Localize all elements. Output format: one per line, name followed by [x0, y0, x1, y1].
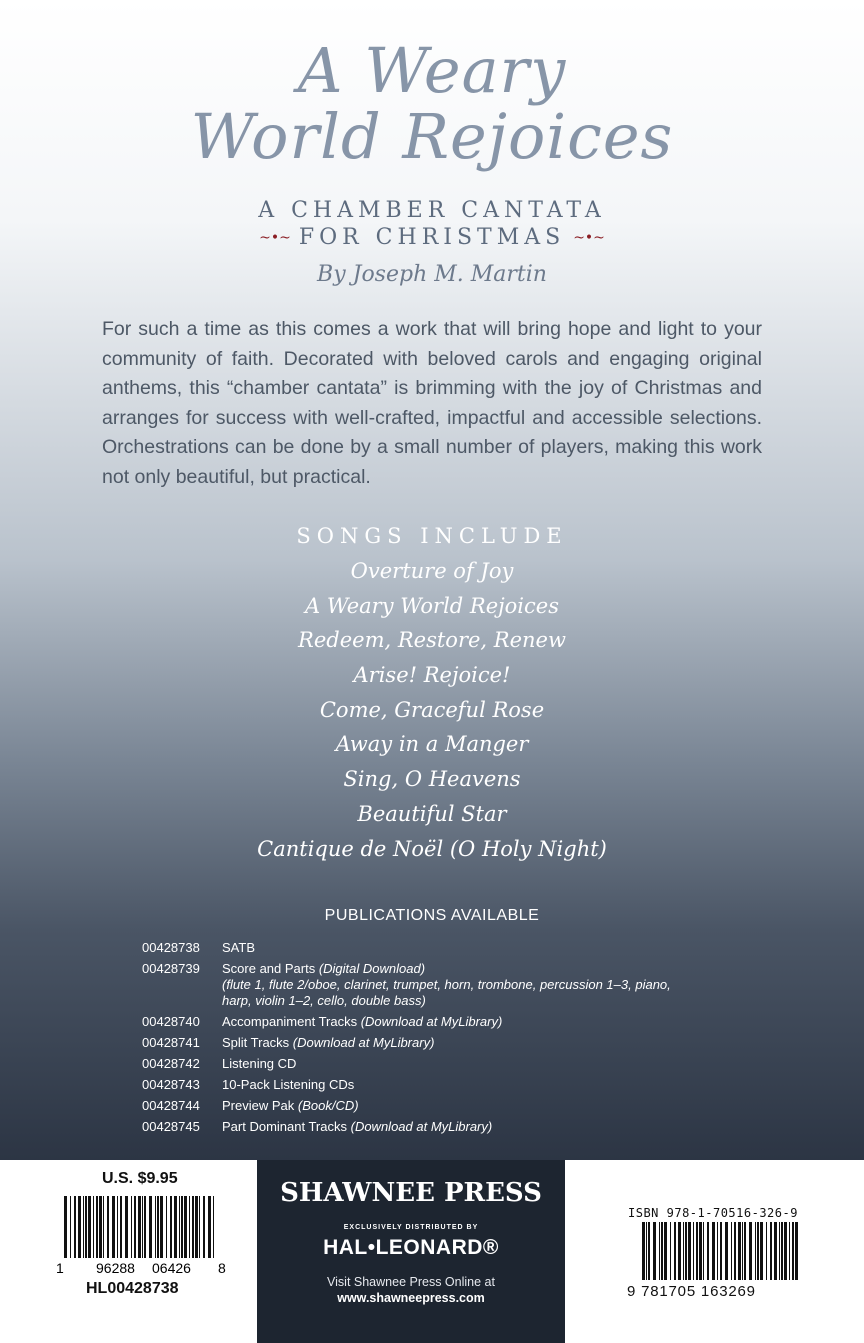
barcode-bar — [64, 1196, 67, 1258]
barcode-bar — [744, 1222, 746, 1280]
publication-title: Accompaniment Tracks — [222, 1014, 361, 1029]
publication-name — [222, 940, 702, 961]
publication-title: Split Tracks — [222, 1035, 293, 1050]
barcode-bar — [170, 1196, 172, 1258]
publication-name — [222, 1056, 702, 1077]
upc-right-digits: 06426 — [152, 1260, 191, 1274]
barcode-bar — [142, 1196, 143, 1258]
author: By Joseph M. Martin — [317, 262, 547, 287]
barcode-bar — [696, 1222, 698, 1280]
barcode-bar — [155, 1196, 156, 1258]
barcode-bar — [678, 1222, 681, 1280]
publication-detail: (flute 1, flute 2/oboe, clarinet, trumpet, horn, trombone, percussion 1–3, piano, harp, violin 1–2, cello, double bass) — [222, 977, 671, 1008]
barcode-bar — [742, 1222, 743, 1280]
songs-heading: SONGS INCLUDE — [296, 524, 568, 548]
upc-left-digits: 96288 — [96, 1260, 135, 1274]
upc-last-digit: 8 — [218, 1260, 226, 1274]
barcode-bar — [703, 1222, 704, 1280]
barcode-bar — [192, 1196, 194, 1258]
publication-name — [222, 1035, 702, 1056]
barcode-bar — [179, 1196, 180, 1258]
barcode-bar — [107, 1196, 109, 1258]
subtitle-line-2 — [0, 225, 864, 250]
barcode-bar — [203, 1196, 205, 1258]
barcode-bar — [120, 1196, 122, 1258]
barcode-bar — [85, 1196, 87, 1258]
barcode-bar — [96, 1196, 98, 1258]
price: U.S. $9.95 — [102, 1170, 178, 1187]
barcode-bar — [770, 1222, 772, 1280]
barcode-bar — [693, 1222, 694, 1280]
publication-code: 00428741 — [142, 1035, 200, 1050]
shawnee-press-name: SHAWNEE PRESS — [280, 1178, 542, 1208]
barcode-bar — [131, 1196, 132, 1258]
barcode-bar — [646, 1222, 647, 1280]
publication-code: 00428743 — [142, 1077, 200, 1092]
publication-row — [142, 1077, 702, 1098]
barcode-bar — [789, 1222, 790, 1280]
publication-note: (Download at MyLibrary) — [360, 1014, 503, 1029]
barcode-bar — [149, 1196, 152, 1258]
barcode-bar — [160, 1196, 163, 1258]
barcode-bar — [661, 1222, 663, 1280]
publication-code: 00428744 — [142, 1098, 200, 1113]
barcode-bar — [766, 1222, 767, 1280]
song-item: Redeem, Restore, Renew — [298, 628, 566, 653]
isbn-barcode-icon — [640, 1222, 800, 1282]
publication-row — [142, 1035, 702, 1056]
song-list — [0, 554, 864, 866]
publication-code: 00428745 — [142, 1119, 200, 1134]
website-url: www.shawneepress.com — [337, 1291, 485, 1305]
barcode-bar — [717, 1222, 718, 1280]
barcode-bar — [653, 1222, 656, 1280]
barcode-bar — [731, 1222, 732, 1280]
barcode-bar — [189, 1196, 190, 1258]
barcode-bar — [688, 1222, 691, 1280]
publication-row — [142, 1056, 702, 1077]
publication-row — [142, 1098, 702, 1119]
upc-barcode-icon — [56, 1196, 226, 1274]
barcode-bar — [184, 1196, 187, 1258]
barcode-bar — [181, 1196, 183, 1258]
publication-title: 10-Pack Listening CDs — [222, 1077, 355, 1092]
barcode-bar — [138, 1196, 141, 1258]
publications-heading: PUBLICATIONS AVAILABLE — [324, 907, 540, 924]
barcode-bar — [93, 1196, 94, 1258]
barcode-bar — [760, 1222, 763, 1280]
barcode-bar — [208, 1196, 211, 1258]
barcode-bar — [699, 1222, 702, 1280]
barcode-bar — [213, 1196, 214, 1258]
publication-note: (Download at MyLibrary) — [350, 1119, 493, 1134]
barcode-bar — [720, 1222, 722, 1280]
barcode-bar — [88, 1196, 91, 1258]
title-line-2: World Rejoices — [190, 100, 674, 173]
publication-title: Listening CD — [222, 1056, 297, 1071]
barcode-bar — [144, 1196, 146, 1258]
publication-name — [222, 1098, 702, 1119]
barcode-bar — [70, 1196, 71, 1258]
hl-code: HL00428738 — [86, 1280, 179, 1297]
subtitle-line-2-text: FOR CHRISTMAS — [298, 225, 566, 250]
barcode-bar — [781, 1222, 783, 1280]
barcode-bar — [738, 1222, 741, 1280]
publication-title: Preview Pak — [222, 1098, 298, 1113]
song-item: Cantique de Noël (O Holy Night) — [257, 836, 607, 861]
publication-code: 00428739 — [142, 961, 200, 976]
barcode-bar — [707, 1222, 709, 1280]
publication-name — [222, 1014, 702, 1035]
distributed-by: EXCLUSIVELY DISTRIBUTED BY — [343, 1224, 479, 1231]
shawnee-press-logo — [257, 1178, 565, 1208]
barcode-bar — [199, 1196, 200, 1258]
barcode-bar — [117, 1196, 118, 1258]
barcode-bar — [725, 1222, 728, 1280]
publication-title: Score and Parts — [222, 961, 319, 976]
publications-table — [142, 940, 702, 1140]
barcode-bar — [157, 1196, 159, 1258]
barcode-bar — [674, 1222, 676, 1280]
barcode-bar — [83, 1196, 84, 1258]
barcode-bar — [78, 1196, 81, 1258]
publication-code: 00428742 — [142, 1056, 200, 1071]
publication-name — [222, 961, 702, 1014]
isbn: ISBN 978-1-70516-326-9 — [628, 1206, 798, 1220]
publication-code: 00428738 — [142, 940, 200, 955]
barcode-bar — [712, 1222, 715, 1280]
publication-note: (Book/CD) — [297, 1098, 359, 1113]
barcode-bar — [174, 1196, 177, 1258]
barcode-bar — [648, 1222, 650, 1280]
publication-note: (Digital Download) — [318, 961, 426, 976]
title-line-1: A Weary — [297, 34, 567, 107]
visit-text: Visit Shawnee Press Online at — [327, 1275, 495, 1289]
barcode-bar — [99, 1196, 102, 1258]
barcode-bar — [112, 1196, 115, 1258]
publication-row — [142, 1014, 702, 1035]
song-item: Beautiful Star — [357, 801, 507, 826]
song-item: Sing, O Heavens — [343, 767, 521, 792]
barcode-bar — [195, 1196, 198, 1258]
song-item: A Weary World Rejoices — [305, 593, 559, 618]
description: For such a time as this comes a work that will bring hope and light to your community of faith. Decorated with beloved carols and engaging original anthems, this “chamber cantata” is brimming with the joy of Christmas and arranges for success with well-crafted, impactful and accessible selections. Orchestrations can be done by a small number of players, making this work not only beautiful, but practical. — [102, 318, 762, 488]
song-item: Overture of Joy — [350, 559, 514, 583]
right-flourish-icon: ~•~ — [573, 230, 605, 246]
song-item: Arise! Rejoice! — [353, 663, 511, 688]
barcode-bar — [792, 1222, 794, 1280]
publication-title: SATB — [222, 940, 255, 955]
barcode-bar — [784, 1222, 787, 1280]
publication-row — [142, 940, 702, 961]
publication-name — [222, 1077, 702, 1098]
song-item: Come, Graceful Rose — [319, 697, 545, 722]
barcode-bar — [664, 1222, 667, 1280]
barcode-bar — [734, 1222, 736, 1280]
song-item: Away in a Manger — [335, 732, 529, 757]
barcode-bar — [779, 1222, 780, 1280]
publication-row — [142, 961, 702, 1014]
publication-title: Part Dominant Tracks — [222, 1119, 351, 1134]
publication-code: 00428740 — [142, 1014, 200, 1029]
subtitle-line-1: A CHAMBER CANTATA — [258, 198, 606, 223]
barcode-bar — [757, 1222, 759, 1280]
barcode-bar — [642, 1222, 645, 1280]
barcode-bar — [795, 1222, 798, 1280]
barcode-bar — [74, 1196, 76, 1258]
isbn-digits: 9 781705 163269 — [627, 1283, 756, 1300]
barcode-bar — [103, 1196, 104, 1258]
hal-leonard-logo: HAL•LEONARD® — [323, 1236, 499, 1259]
publication-row — [142, 1119, 702, 1140]
barcode-bar — [749, 1222, 752, 1280]
publication-name — [222, 1119, 702, 1140]
barcode-bar — [659, 1222, 660, 1280]
barcode-bar — [125, 1196, 128, 1258]
barcode-bar — [683, 1222, 684, 1280]
barcode-bar — [774, 1222, 777, 1280]
barcode-bar — [166, 1196, 167, 1258]
barcode-bar — [755, 1222, 756, 1280]
publication-note: (Download at MyLibrary) — [292, 1035, 435, 1050]
barcode-bar — [134, 1196, 136, 1258]
barcode-bar — [685, 1222, 687, 1280]
barcode-bar — [670, 1222, 671, 1280]
upc-first-digit: 1 — [56, 1260, 64, 1274]
left-flourish-icon: ~•~ — [259, 230, 291, 246]
